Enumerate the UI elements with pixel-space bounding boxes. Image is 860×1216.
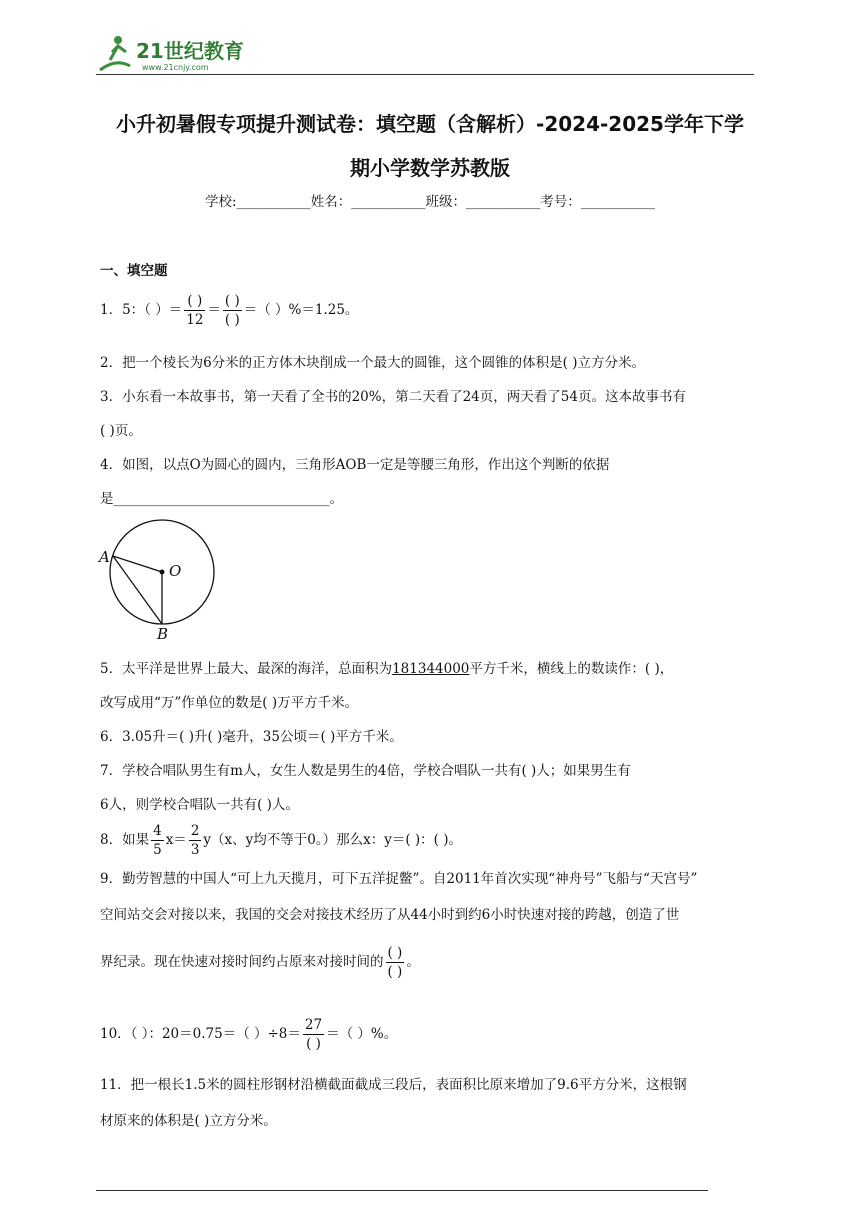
label-b: B (157, 625, 169, 642)
question-4-line-2: 是________________________________。 (100, 491, 343, 507)
question-5-line-1: 5．太平洋是世界上最大、最深的海洋，总面积为181344000平方千米，横线上的数读作：( )， (100, 661, 674, 677)
label-o: O (169, 562, 182, 580)
segment-ab (113, 556, 162, 624)
question-1: 1．5：（ ）＝ $\frac{( )}{12}$ ＝ $\frac{( )}{( )}$ ＝（ ）%＝1.25。 (100, 293, 359, 328)
center-point (160, 570, 165, 575)
q1-fraction-2: $\frac{( )}{( )}$ (224, 293, 240, 328)
logo-text: 21世纪教育 (136, 39, 244, 63)
question-9-line-1: 9．勤劳智慧的中国人“可上九天揽月，可下五洋捉鳖”。自2011年首次实现“神舟号”飞船与“天宫号” (100, 871, 698, 887)
question-9-line-3: 界纪录。现在快速对接时间约占原来对接时间的 $\frac{( )}{( )}$ 。 (100, 945, 420, 980)
q1-fraction-1: $\frac{( )}{12}$ (186, 293, 204, 328)
question-11-line-2: 材原来的体积是( )立方分米。 (100, 1113, 277, 1129)
q9-fraction: $\frac{( )}{( )}$ (387, 945, 403, 980)
question-4-line-1: 4．如图，以点O为圆心的圆内，三角形AOB一定是等腰三角形，作出这个判断的依据 (100, 457, 610, 473)
circle-figure (96, 518, 226, 642)
question-2: 2．把一个棱长为6分米的正方体木块削成一个最大的圆锥，这个圆锥的体积是( )立方分米。 (100, 355, 646, 371)
question-3-line-2: ( )页。 (100, 423, 142, 439)
question-3-line-1: 3．小东看一本故事书，第一天看了全书的20%，第二天看了24页，两天看了54页。这本故事书有 (100, 389, 686, 405)
question-10: 10．（ ）：20＝0.75＝（ ）÷8＝ $\frac{27}{( )}$ ＝（ ）%。 (100, 1017, 398, 1052)
logo-url: www.21cnjy.com (142, 63, 209, 72)
question-5-line-2: 改写成用“万”作单位的数是( )万平方千米。 (100, 695, 359, 711)
question-11-line-1: 11．把一根长1.5米的圆柱形钢材沿横截面截成三段后，表面积比原来增加了9.6平方分米，这根钢 (100, 1077, 687, 1093)
footer-divider (96, 1190, 708, 1191)
label-a: A (99, 548, 110, 566)
student-info-line: 学校:___________姓名：___________班级：___________考号：___________ (204, 194, 656, 210)
site-logo (96, 30, 256, 78)
q10-fraction: $\frac{27}{( )}$ (304, 1017, 323, 1052)
question-7-line-2: 6人，则学校合唱队一共有( )人。 (100, 797, 299, 813)
underlined-number: 181344000 (392, 661, 470, 677)
header-divider (96, 74, 754, 75)
question-9-line-2: 空间站交会对接以来，我国的交会对接技术经历了从44小时到约6小时快速对接的跨越，创造了世 (100, 907, 680, 923)
question-6: 6．3.05升＝( )升( )毫升，35公顷＝( )平方千米。 (100, 729, 403, 745)
segment-ao (113, 556, 162, 572)
page-title-line-1: 小升初暑假专项提升测试卷：填空题（含解析）-2024-2025学年下学 (116, 112, 744, 136)
q8-fraction-2: $\frac{2}{3}$ (190, 823, 200, 858)
section-heading: 一、填空题 (100, 263, 168, 279)
page-title-line-2: 期小学数学苏教版 (350, 156, 510, 180)
question-8: 8．如果 $\frac{4}{5}$ x＝ $\frac{2}{3}$ y（x、y均不等于0。）那么x：y＝( )：( )。 (100, 823, 463, 858)
question-7-line-1: 7．学校合唱队男生有m人，女生人数是男生的4倍，学校合唱队一共有( )人；如果男生有 (100, 763, 631, 779)
q8-fraction-1: $\frac{4}{5}$ (153, 823, 162, 858)
